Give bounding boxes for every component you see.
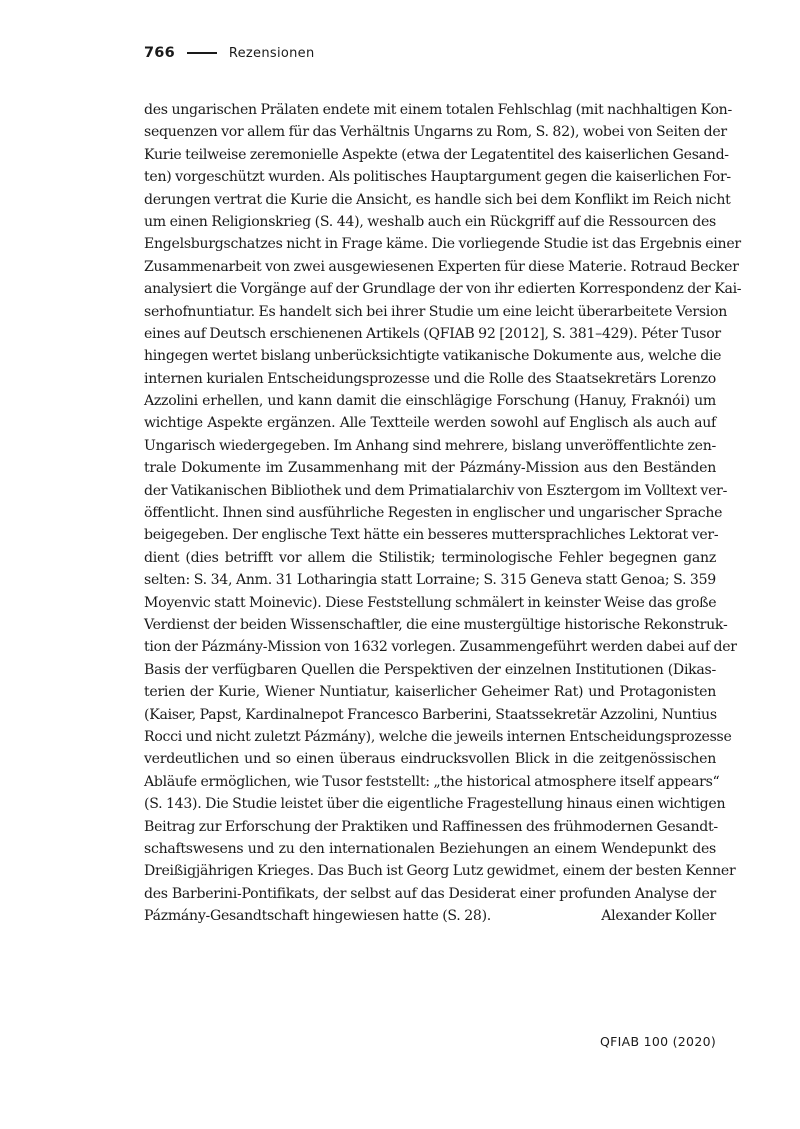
text-line: schaftswesens und zu den internationalen Beziehungen an einem Wendepunkt des (144, 840, 716, 857)
final-line-text: Pázmány-Gesandtschaft hingewiesen hatte (S. 28). (144, 908, 491, 925)
text-line: (Kaiser, Papst, Kardinalnepot Francesco Barberini, Staatssekretär Azzolini, Nuntius (144, 706, 717, 723)
text-line: beigegeben. Der englische Text hätte ein besseres muttersprachliches Lektorat ver- (144, 527, 719, 544)
review-text (144, 99, 742, 927)
text-line: trale Dokumente im Zusammenhang mit der Pázmány-Mission aus den Beständen (144, 460, 716, 477)
text-line: wichtige Aspekte ergänzen. Alle Textteile werden sowohl auf Englisch als auch auf (144, 415, 716, 432)
review-author: Alexander Koller (601, 908, 716, 925)
text-line: der Vatikanischen Bibliothek und dem Primatialarchiv von Esztergom im Volltext ver- (144, 482, 728, 499)
text-line: hingegen wertet bislang unberücksichtigte vatikanische Dokumente aus, welche die (144, 348, 722, 365)
text-line: Kurie teilweise zeremonielle Aspekte (etwa der Legatentitel des kaiserlichen Gesand- (144, 146, 729, 163)
text-line: Basis der verfügbaren Quellen die Perspektiven der einzelnen Institutionen (Dikas- (144, 661, 716, 678)
text-line: Engelsburgschatzes nicht in Frage käme. Die vorliegende Studie ist das Ergebnis einer (144, 236, 741, 253)
text-line: öffentlicht. Ihnen sind ausführliche Regesten in englischer und ungarischer Sprache (144, 505, 723, 522)
text-line: eines auf Deutsch erschienenen Artikels (QFIAB 92 [2012], S. 381–429). Péter Tusor (144, 325, 721, 342)
text-line: serhofnuntiatur. Es handelt sich bei ihrer Studie um eine leicht überarbeitete Version (144, 303, 728, 320)
text-line: um einen Religionskrieg (S. 44), weshalb auch ein Rückgriff auf die Ressourcen des (144, 213, 716, 230)
text-line: Azzolini erhellen, und kann damit die einschlägige Forschung (Hanuy, Fraknói) um (144, 393, 716, 410)
text-line: tion der Pázmány-Mission von 1632 vorlegen. Zusammengeführt werden dabei auf der (144, 639, 737, 656)
text-line: derungen vertrat die Kurie die Ansicht, es handle sich bei dem Konflikt im Reich nicht (144, 191, 731, 208)
text-line: verdeutlichen und so einen überaus eindrucksvollen Blick in die zeitgenössischen (144, 751, 716, 768)
text-line: Zusammenarbeit von zwei ausgewiesenen Experten für diese Materie. Rotraud Becker (144, 258, 739, 275)
text-line: Beitrag zur Erforschung der Praktiken und Raffinessen des frühmodernen Gesandt- (144, 818, 718, 835)
text-line: Abläufe ermöglichen, wie Tusor feststellt: „the historical atmosphere itself appears“ (144, 773, 720, 790)
text-line: des Barberini-Pontifikats, der selbst auf das Desiderat einer profunden Analyse der (144, 885, 716, 902)
header-rule (187, 52, 217, 54)
text-line: sequenzen vor allem für das Verhältnis Ungarns zu Rom, S. 82), wobei von Seiten der (144, 124, 727, 141)
text-line: (S. 143). Die Studie leistet über die eigentliche Fragestellung hinaus einen wichtigen (144, 796, 726, 813)
final-line (144, 905, 716, 927)
text-line: Dreißigjährigen Krieges. Das Buch ist Georg Lutz gewidmet, einem der besten Kenner (144, 863, 736, 880)
text-line: des ungarischen Prälaten endete mit einem totalen Fehlschlag (mit nachhaltigen Kon- (144, 102, 732, 118)
text-line: selten: S. 34, Anm. 31 Lotharingia statt Lorraine; S. 315 Geneva statt Genoa; S. 359 (144, 572, 716, 589)
text-line: ten) vorgeschützt wurden. Als politisches Hauptargument gegen die kaiserlichen For- (144, 169, 731, 186)
text-line: dient (dies betrifft vor allem die Stilistik; terminologische Fehler begegnen ganz (144, 549, 716, 566)
text-line: terien der Kurie, Wiener Nuntiatur, kaiserlicher Geheimer Rat) und Protagonisten (144, 684, 716, 701)
text-line: Ungarisch wiedergegeben. Im Anhang sind mehrere, bislang unveröffentlichte zen- (144, 437, 716, 454)
text-line: analysiert die Vorgänge auf der Grundlage der von ihr edierten Korrespondenz der Kai- (144, 281, 742, 298)
page-number: 766 (144, 45, 175, 61)
running-title: Rezensionen (228, 45, 315, 61)
text-line: Rocci und nicht zuletzt Pázmány), welche die jeweils internen Entscheidungsprozesse (144, 728, 732, 745)
journal-footer: QFIAB 100 (2020) (599, 1034, 716, 1049)
text-line: internen kurialen Entscheidungsprozesse und die Rolle des Staatsekretärs Lorenzo (144, 370, 716, 387)
text-line: Verdienst der beiden Wissenschaftler, die eine mustergültige historische Rekonstruk- (144, 616, 728, 633)
page-header (144, 42, 315, 64)
text-line: Moyenvic statt Moinevic). Diese Feststellung schmälert in keinster Weise das große (144, 594, 717, 611)
